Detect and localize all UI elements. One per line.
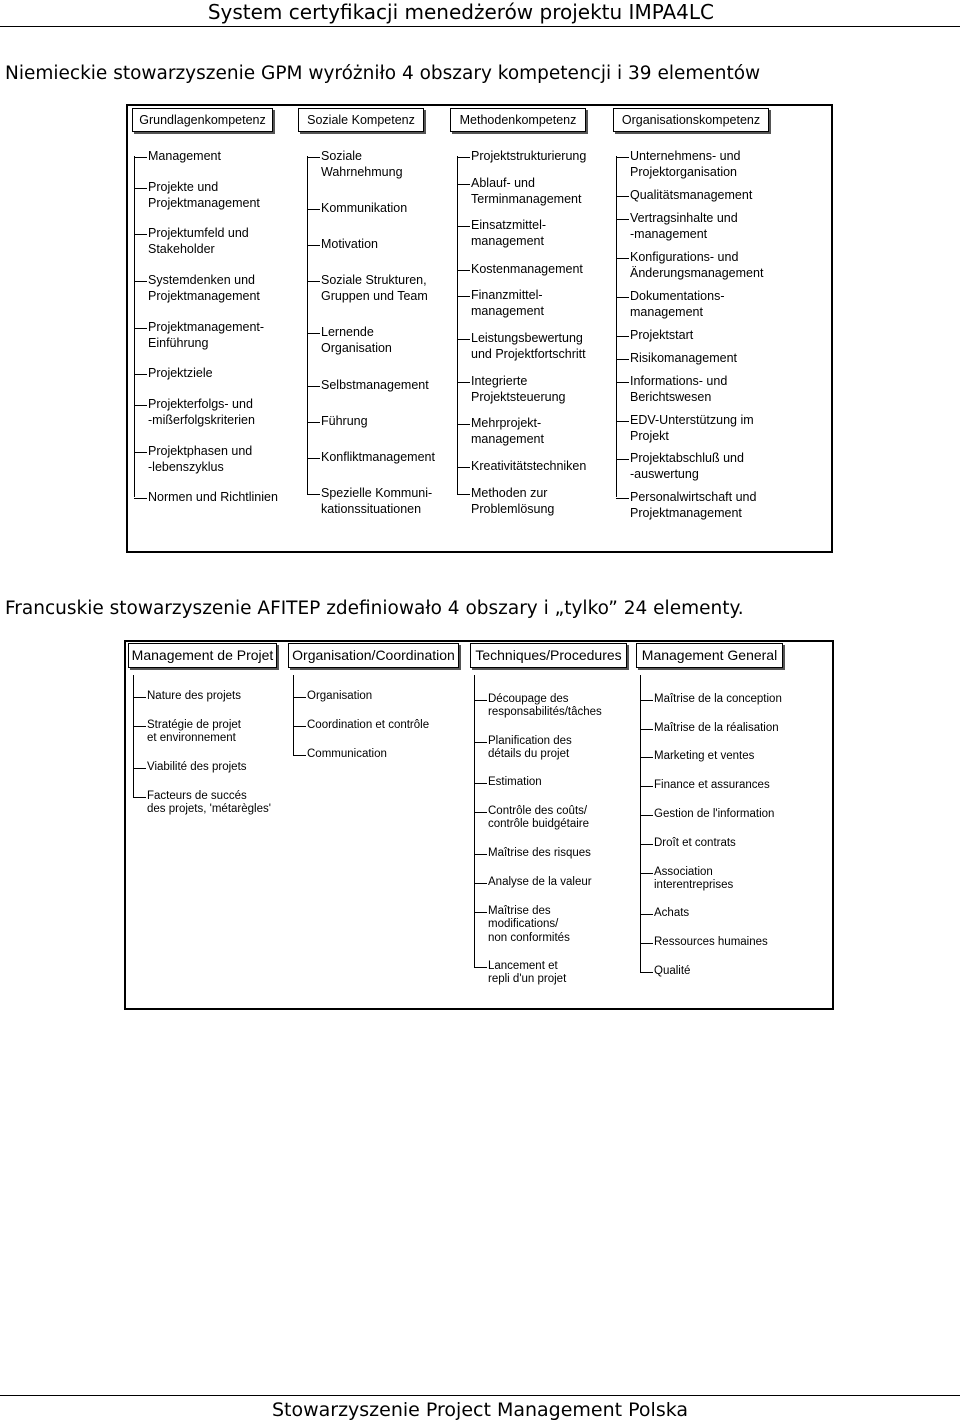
gpm-element: Motivation [321, 237, 378, 251]
gpm-element: Konfliktmanagement [321, 450, 435, 464]
gpm-element: Kostenmanagement [471, 262, 583, 276]
afitep-element: Lancement et repli d'un projet [488, 960, 567, 986]
gpm-section-title: Niemieckie stowarzyszenie GPM wyróżniło 4 obszary kompetencji i 39 elementów [5, 63, 761, 84]
gpm-element: Selbstmanagement [321, 378, 429, 392]
gpm-element: Spezielle Kommuni- kationssituationen [321, 486, 433, 516]
afitep-section-title: Francuskie stowarzyszenie AFITEP zdefiniowało 4 obszary i „tylko” 24 elementy. [5, 598, 744, 619]
afitep-element: Facteurs de succés des projets, 'métarègles' [147, 790, 271, 816]
gpm-element: Projektstart [630, 328, 694, 342]
page-header-title: System certyfikacji menedżerów projektu IMPA4LC [207, 0, 714, 24]
gpm-element: Integrierte Projektsteuerung [471, 374, 566, 404]
gpm-element: Soziale Wahrnehmung [321, 149, 403, 179]
gpm-element: Projektziele [148, 366, 213, 380]
gpm-element: Projekterfolgs- und -mißerfolgskriterien [148, 397, 255, 427]
afitep-element: Maîtrise de la réalisation [654, 722, 779, 734]
afitep-element: Achats [654, 907, 690, 919]
afitep-element: Maîtrise de la conception [654, 693, 782, 705]
gpm-element: Informations- und Berichtswesen [630, 374, 728, 404]
afitep-area-tab-3: Techniques/Procedures [470, 643, 627, 668]
gpm-element: Normen und Richtlinien [148, 490, 278, 504]
gpm-col-4-connector [616, 156, 617, 497]
afitep-element: Estimation [488, 776, 542, 788]
gpm-element: Dokumentations- management [630, 289, 725, 319]
afitep-element: Découpage des responsabilités/tâches [488, 693, 602, 719]
gpm-element: Unternehmens- und Projektorganisation [630, 149, 741, 179]
afitep-element: Maîtrise des modifications/ non conformités [488, 905, 570, 944]
afitep-col-4-connector [640, 675, 641, 972]
gpm-element: Management [148, 149, 221, 163]
afitep-element: Marketing et ventes [654, 750, 755, 762]
gpm-element: Projektmanagement- Einführung [148, 320, 265, 350]
gpm-element: Projektphasen und -lebenszyklus [148, 444, 253, 474]
gpm-element: Projektabschluß und -auswertung [630, 451, 744, 481]
gpm-element: Qualitätsmanagement [630, 188, 753, 202]
afitep-element: Analyse de la valeur [488, 876, 592, 888]
gpm-area-tab-3: Methodenkompetenz [450, 108, 586, 132]
afitep-element: Droît et contrats [654, 837, 736, 849]
afitep-element: Contrôle des coûts/ contrôle buidgétaire [488, 805, 590, 831]
afitep-element: Stratégie de projet et environnement [147, 719, 241, 745]
page-footer-text: Stowarzyszenie Project Management Polska [271, 1399, 689, 1421]
gpm-element: Systemdenken und Projektmanagement [148, 273, 260, 303]
gpm-element: Projektumfeld und Stakeholder [148, 226, 249, 256]
gpm-element: Personalwirtschaft und Projektmanagement [630, 490, 757, 520]
afitep-area-tab-2: Organisation/Coordination [288, 643, 459, 668]
gpm-element: Soziale Strukturen, Gruppen und Team [321, 273, 428, 303]
afitep-col-3-connector [474, 675, 475, 967]
gpm-element: Führung [321, 414, 368, 428]
gpm-col-3-connector [457, 156, 458, 494]
gpm-col-2-connector [307, 156, 308, 494]
afitep-element: Gestion de l'information [654, 808, 775, 820]
gpm-element: Einsatzmittel- management [471, 218, 547, 248]
gpm-area-tab-2: Soziale Kompetenz [298, 108, 424, 132]
afitep-element: Viabilité des projets [147, 761, 247, 773]
gpm-element: Mehrprojekt- management [471, 416, 544, 446]
gpm-element: Projektstrukturierung [471, 149, 587, 163]
gpm-element: Kreativitätstechniken [471, 459, 587, 473]
header-divider [0, 26, 960, 27]
gpm-element: Finanzmittel- management [471, 288, 544, 318]
afitep-element: Qualité [654, 965, 691, 977]
footer-divider [0, 1395, 960, 1396]
afitep-area-tab-1: Management de Projet [128, 643, 277, 668]
afitep-element: Association interentreprises [654, 866, 734, 892]
gpm-element: Leistungsbewertung und Projektfortschritt [471, 331, 586, 361]
gpm-element: EDV-Unterstützung im Projekt [630, 413, 754, 443]
gpm-area-tab-4: Organisationskompetenz [613, 108, 769, 132]
gpm-element: Vertragsinhalte und -management [630, 211, 738, 241]
gpm-element: Methoden zur Problemlösung [471, 486, 555, 516]
afitep-element: Ressources humaines [654, 936, 768, 948]
gpm-element: Konfigurations- und Änderungsmanagement [630, 250, 764, 280]
afitep-element: Maîtrise des risques [488, 847, 591, 859]
gpm-element: Projekte und Projektmanagement [148, 180, 260, 210]
afitep-element: Communication [307, 748, 387, 760]
gpm-col-1-connector [134, 156, 135, 497]
afitep-col-1-connector [133, 675, 134, 798]
gpm-area-tab-1: Grundlagenkompetenz [132, 108, 273, 132]
gpm-element: Lernende Organisation [321, 325, 392, 355]
afitep-element: Coordination et contrôle [307, 719, 430, 731]
gpm-element: Risikomanagement [630, 351, 737, 365]
gpm-element: Kommunikation [321, 201, 408, 215]
afitep-col-2-connector [293, 675, 294, 755]
afitep-element: Nature des projets [147, 690, 241, 702]
afitep-element: Planification des détails du projet [488, 735, 572, 761]
afitep-area-tab-4: Management General [636, 643, 783, 668]
afitep-element: Organisation [307, 690, 373, 702]
gpm-element: Ablauf- und Terminmanagement [471, 176, 582, 206]
afitep-element: Finance et assurances [654, 779, 770, 791]
